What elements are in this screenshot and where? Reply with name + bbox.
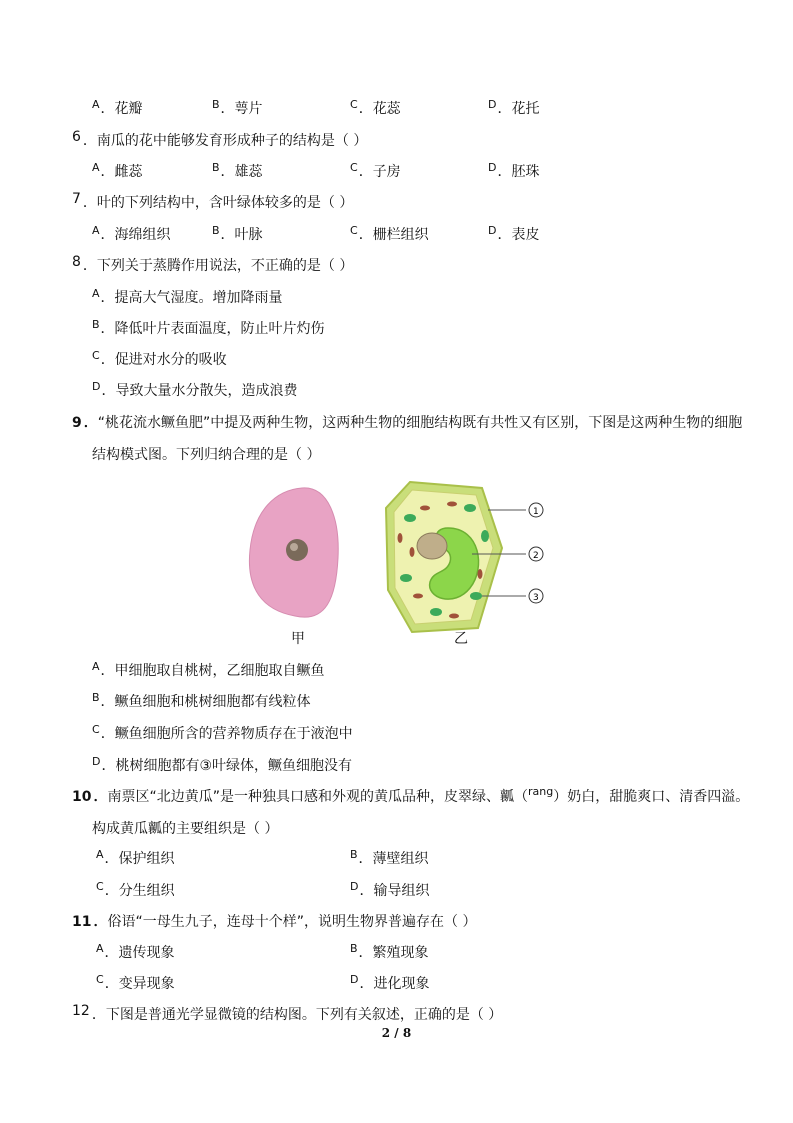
- question-12: 12 ．下图是普通光学显微镜的结构图。下列有关叙述，正确的是（ ）: [72, 1003, 503, 1023]
- option-text: 遗传现象: [118, 945, 175, 961]
- option-text: 甲细胞取自桃树，乙细胞取自鳜鱼: [114, 663, 325, 679]
- chloroplast: [400, 574, 412, 582]
- q6-option-a[interactable]: $^A$．雌蕊: [92, 161, 143, 180]
- q6-option-b[interactable]: $^B$．雄蕊: [212, 161, 263, 180]
- plant-cell-nucleus: [417, 533, 447, 559]
- question-9: 9 ．“桃花流水鳜鱼肥”中提及两种生物，这两种生物的细胞结构既有共性又有区别，下图是这两种生物的细胞: [72, 415, 743, 431]
- option-text: 雌蕊: [114, 164, 143, 180]
- q11-option-a[interactable]: $^A$．遗传现象: [96, 942, 175, 961]
- pinyin-annotation: rang: [528, 785, 554, 798]
- option-text: 花蕊: [372, 101, 401, 117]
- svg-text:1: 1: [533, 507, 539, 517]
- option-text: 栅栏组织: [372, 227, 429, 243]
- option-text: 降低叶片表面温度，防止叶片灼伤: [114, 321, 325, 337]
- q10-option-c[interactable]: $^C$．分生组织: [96, 880, 175, 899]
- q11-option-b[interactable]: $^B$．繁殖现象: [350, 942, 429, 961]
- mitochondrion: [413, 594, 423, 599]
- q11-option-d[interactable]: $^D$．进化现象: [350, 973, 430, 992]
- chloroplast: [404, 514, 416, 522]
- option-text: 导致大量水分散失，造成浪费: [115, 383, 298, 399]
- option-text: 保护组织: [118, 851, 175, 867]
- q10-option-a[interactable]: $^A$．保护组织: [96, 848, 175, 867]
- option-text: 花瓣: [114, 101, 143, 117]
- q9-option-c[interactable]: $^C$．鳜鱼细胞所含的营养物质存在于液泡中: [92, 723, 353, 742]
- svg-text:3: 3: [533, 593, 539, 603]
- question-8: 8 ．下列关于蒸腾作用说法，不正确的是（ ）: [72, 254, 354, 274]
- option-text: 雄蕊: [234, 164, 263, 180]
- option-text: 桃树细胞都有③叶绿体，鳜鱼细胞没有: [115, 758, 353, 774]
- q6-option-c[interactable]: $^C$．子房: [350, 161, 401, 180]
- page-number: 2 / 8: [381, 1026, 412, 1040]
- question-6: 6 ．南瓜的花中能够发育形成种子的结构是（ ）: [72, 129, 368, 149]
- question-7: 7 ．叶的下列结构中，含叶绿体较多的是（ ）: [72, 191, 354, 211]
- mitochondrion: [410, 547, 415, 557]
- q6-option-d[interactable]: $^D$．胚珠: [488, 161, 540, 180]
- q5-option-b[interactable]: $^B$．萼片: [212, 98, 263, 117]
- option-text: 胚珠: [511, 164, 540, 180]
- chloroplast: [430, 608, 442, 616]
- question-10: 10 ．南票区“北边黄瓜”是一种独具口感和外观的黄瓜品种，皮翠绿、瓤（$^{rang}$）奶白，甜脆爽口、清香四溢。: [72, 785, 750, 805]
- option-text: 变异现象: [118, 976, 175, 992]
- q8-option-d[interactable]: $^D$．导致大量水分散失，造成浪费: [92, 380, 298, 399]
- figure-label-yi: 乙: [454, 631, 468, 647]
- option-text: 花托: [511, 101, 540, 117]
- cell-diagram-svg: [240, 478, 560, 648]
- q9-option-a[interactable]: $^A$．甲细胞取自桃树，乙细胞取自鳜鱼: [92, 660, 325, 679]
- q5-option-a[interactable]: $^A$．花瓣: [92, 98, 143, 117]
- option-text: 促进对水分的吸收: [114, 352, 227, 368]
- q5-option-d[interactable]: $^D$．花托: [488, 98, 540, 117]
- q8-option-a[interactable]: $^A$．提高大气湿度。增加降雨量: [92, 287, 283, 306]
- option-text: 提高大气湿度。增加降雨量: [114, 290, 283, 306]
- q8-option-c[interactable]: $^C$．促进对水分的吸收: [92, 349, 227, 368]
- q7-option-b[interactable]: $^B$．叶脉: [212, 224, 263, 243]
- marker-numerals: [529, 502, 545, 616]
- option-text: 鳜鱼细胞和桃树细胞都有线粒体: [114, 694, 311, 710]
- option-text: 繁殖现象: [372, 945, 429, 961]
- chloroplast: [464, 504, 476, 512]
- option-text: 叶脉: [234, 227, 263, 243]
- q7-option-a[interactable]: $^A$．海绵组织: [92, 224, 171, 243]
- question-9-continued: 结构模式图。下列归纳合理的是（ ）: [92, 447, 321, 463]
- q5-option-c[interactable]: $^C$．花蕊: [350, 98, 401, 117]
- svg-text:2: 2: [533, 551, 539, 561]
- option-text: 薄壁组织: [372, 851, 429, 867]
- option-text: 分生组织: [118, 883, 175, 899]
- question-10-continued: 构成黄瓜瓤的主要组织是（ ）: [92, 821, 279, 837]
- chloroplast: [470, 592, 482, 600]
- mitochondrion: [478, 569, 483, 579]
- q9-option-b[interactable]: $^B$．鳜鱼细胞和桃树细胞都有线粒体: [92, 691, 311, 710]
- mitochondrion: [398, 533, 403, 543]
- option-text: 鳜鱼细胞所含的营养物质存在于液泡中: [114, 726, 353, 742]
- figure-label-jia: 甲: [291, 631, 305, 647]
- mitochondrion: [449, 614, 459, 619]
- q10-option-d[interactable]: $^D$．输导组织: [350, 880, 430, 899]
- cell-diagram: [240, 478, 560, 648]
- option-text: 子房: [372, 164, 401, 180]
- option-text: 输导组织: [373, 883, 430, 899]
- question-11: 11 ．俗语“一母生九子，连母十个样”，说明生物界普遍存在（ ）: [72, 914, 477, 930]
- q8-option-b[interactable]: $^B$．降低叶片表面温度，防止叶片灼伤: [92, 318, 325, 337]
- option-text: 表皮: [511, 227, 540, 243]
- q11-option-c[interactable]: $^C$．变异现象: [96, 973, 175, 992]
- mitochondrion: [447, 502, 457, 507]
- q9-option-d[interactable]: $^D$．桃树细胞都有③叶绿体，鳜鱼细胞没有: [92, 755, 353, 774]
- q7-option-c[interactable]: $^C$．栅栏组织: [350, 224, 429, 243]
- animal-cell-nucleus: [286, 539, 308, 561]
- mitochondrion: [420, 506, 430, 511]
- chloroplast: [481, 530, 489, 542]
- option-text: 萼片: [234, 101, 263, 117]
- option-text: 海绵组织: [114, 227, 171, 243]
- q10-option-b[interactable]: $^B$．薄壁组织: [350, 848, 429, 867]
- q7-option-d[interactable]: $^D$．表皮: [488, 224, 540, 243]
- option-text: 进化现象: [373, 976, 430, 992]
